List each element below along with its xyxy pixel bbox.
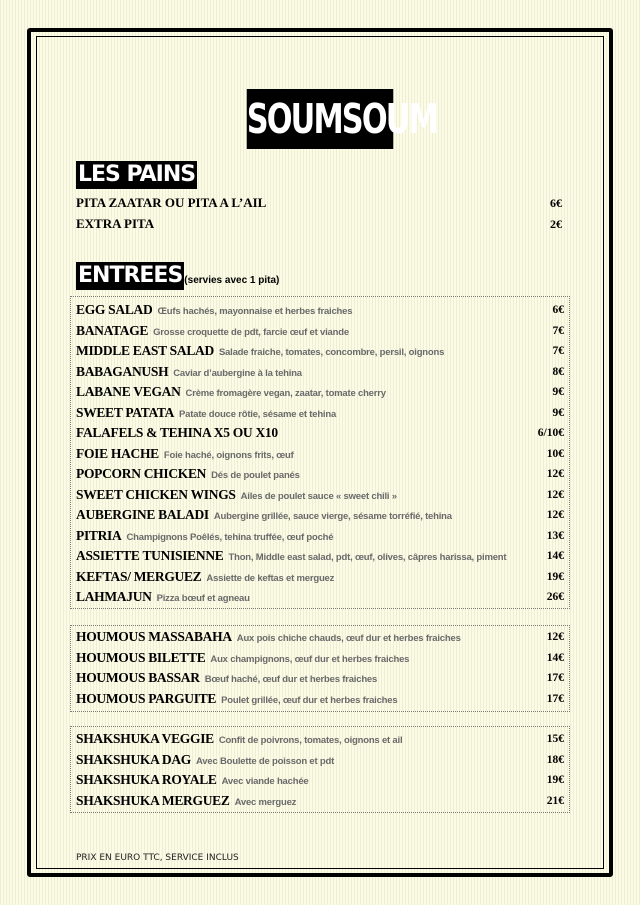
menu-item	[76, 770, 564, 790]
item-description: Salade fraiche, tomates, concombre, persil, oignons	[218, 347, 445, 358]
item-price: 21€	[546, 794, 564, 807]
item-name: SHAKSHUKA MERGUEZ	[76, 792, 230, 808]
item-description: Aubergine grillée, sauce vierge, sésame torréfié, tehina	[213, 511, 452, 522]
item-name: BABAGANUSH	[76, 363, 169, 379]
item-name: PITRIA	[76, 527, 122, 543]
item-price: 18€	[546, 753, 564, 766]
menu-item	[76, 750, 564, 770]
item-price: 19€	[546, 774, 564, 786]
item-price: 8€	[552, 365, 564, 378]
item-name: EGG SALAD	[76, 302, 153, 317]
item-description: Champignons Poêlés, tehina truffée, œuf poché	[126, 531, 334, 543]
item-name: FOIE HACHE	[76, 445, 159, 461]
item-description: Avec viande hachée	[221, 776, 309, 787]
item-price: 14€	[546, 550, 564, 562]
item-name: EXTRA PITA	[76, 216, 155, 231]
item-description: Dés de poulet panés	[211, 470, 300, 481]
item-description: Foie haché, oignons frits, œuf	[163, 449, 294, 461]
item-description: Patate douce rôtie, sésame et tehina	[179, 408, 337, 420]
item-name: SWEET PATATA	[76, 404, 175, 420]
restaurant-title: SOUMSOUM	[247, 89, 394, 149]
menu-item	[76, 193, 562, 213]
item-description: Poulet grillée, œuf dur et herbes fraiches	[221, 694, 398, 706]
section-note: (servies avec 1 pita)	[184, 275, 280, 286]
section-heading-entrees-wrap	[76, 262, 279, 290]
menu-item	[76, 362, 564, 382]
item-description: Avec Boulette de poisson et pdt	[196, 755, 335, 767]
item-price: 17€	[546, 692, 564, 705]
item-price: 7€	[552, 324, 564, 337]
item-name: HOUMOUS BASSAR	[76, 670, 200, 685]
item-price: 10€	[546, 447, 564, 460]
item-name: ASSIETTE TUNISIENNE	[76, 548, 224, 563]
item-price: 2€	[550, 217, 562, 231]
item-description: Bœuf haché, œuf dur et herbes fraiches	[204, 674, 378, 685]
item-description: Crème fromagère vegan, zaatar, tomate cherry	[185, 388, 386, 399]
item-price: 6/10€	[537, 427, 564, 439]
item-price: 14€	[546, 651, 564, 664]
item-price: 9€	[552, 386, 564, 398]
menu-item	[76, 464, 564, 484]
menu-item	[76, 403, 564, 423]
item-name: HOUMOUS MASSABAHA	[76, 629, 232, 644]
menu-item	[76, 382, 564, 402]
item-price: 15€	[546, 733, 564, 745]
menu-item	[76, 668, 564, 688]
item-price: 6€	[550, 196, 562, 210]
menu-item	[76, 546, 564, 566]
item-name: POPCORN CHICKEN	[76, 466, 207, 481]
section-heading-pains: LES PAINS	[78, 162, 196, 187]
menu-item	[76, 423, 564, 443]
item-price: 19€	[546, 570, 564, 583]
item-name: SWEET CHICKEN WINGS	[76, 486, 236, 502]
item-price: 12€	[546, 488, 564, 501]
item-description: Pizza bœuf et agneau	[156, 593, 250, 604]
item-price: 12€	[546, 509, 564, 521]
menu-item	[76, 587, 564, 607]
section-heading-entrees: ENTREES	[78, 263, 183, 288]
item-description: Avec merguez	[234, 796, 297, 808]
menu-item	[76, 689, 564, 709]
menu-item	[76, 300, 564, 320]
menu-item	[76, 648, 564, 668]
menu-item	[76, 567, 564, 587]
item-description: Aux champignons, œuf dur et herbes fraiches	[210, 653, 410, 665]
item-name: SHAKSHUKA ROYALE	[76, 772, 217, 787]
item-description: Thon, Middle east salad, pdt, œuf, olives, câpres harissa, piment	[228, 552, 507, 563]
item-name: HOUMOUS PARGUITE	[76, 690, 217, 706]
item-price: 26€	[546, 591, 564, 603]
item-price: 7€	[552, 345, 564, 357]
item-description: Ailes de poulet sauce « sweet chili »	[240, 490, 397, 502]
menu-item	[76, 627, 564, 647]
item-price: 6€	[552, 304, 564, 316]
item-name: PITA ZAATAR OU PITA A L’AIL	[76, 195, 267, 210]
item-price: 12€	[546, 631, 564, 643]
item-description: Caviar d’aubergine à la tehina	[173, 367, 302, 379]
item-name: HOUMOUS BILETTE	[76, 649, 206, 665]
menu-item	[76, 321, 564, 341]
item-price: 12€	[546, 468, 564, 480]
item-name: KEFTAS/ MERGUEZ	[76, 568, 202, 584]
menu-item	[76, 444, 564, 464]
item-name: SHAKSHUKA DAG	[76, 751, 191, 767]
item-name: LABANE VEGAN	[76, 384, 181, 399]
menu-item	[76, 729, 564, 749]
menu-item	[76, 526, 564, 546]
price-notice: PRIX EN EURO TTC, SERVICE INCLUS	[76, 853, 239, 863]
menu-item	[76, 214, 562, 234]
item-description: Grosse croquette de pdt, farcie œuf et viande	[153, 326, 349, 338]
menu-item	[76, 505, 564, 525]
item-name: LAHMAJUN	[76, 589, 152, 604]
item-price: 13€	[546, 529, 564, 542]
item-description: Assiette de keftas et merguez	[206, 572, 335, 584]
menu-item	[76, 341, 564, 361]
item-price: 17€	[546, 672, 564, 684]
item-description: Œufs hachés, mayonnaise et herbes fraiches	[157, 306, 353, 317]
item-description: Aux pois chiche chauds, œuf dur et herbes fraiches	[236, 633, 461, 644]
item-price: 9€	[552, 406, 564, 419]
item-description: Confit de poivrons, tomates, oignons et ail	[218, 735, 403, 746]
item-name: AUBERGINE BALADI	[76, 507, 209, 522]
item-name: FALAFELS & TEHINA X5 OU X10	[76, 425, 278, 440]
item-name: SHAKSHUKA VEGGIE	[76, 731, 214, 746]
item-name: BANATAGE	[76, 322, 149, 338]
menu-item	[76, 791, 564, 811]
menu-item	[76, 485, 564, 505]
item-name: MIDDLE EAST SALAD	[76, 343, 214, 358]
